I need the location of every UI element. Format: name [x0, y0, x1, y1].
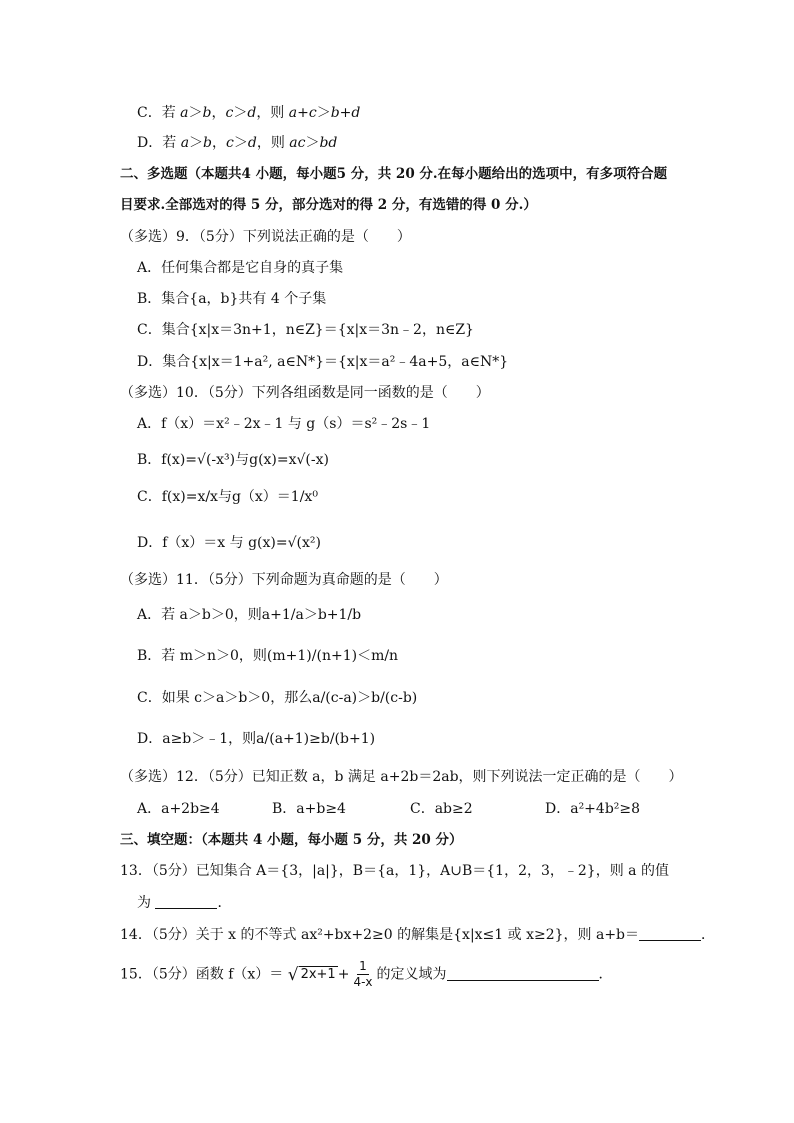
- section-2-heading: 二、多选题（本题共4 小题，每小题5 分，共 20 分.在每小题给出的选项中，有多项符合题: [120, 166, 668, 182]
- q11-option-d: D．a≥b＞﹣1，则a/(a+1)≥b/(b+1): [137, 731, 376, 747]
- section-2-heading-line2: 目要求.全部选对的得 5 分，部分选对的得 2 分，有选错的得 0 分.）: [120, 197, 537, 213]
- answer-blank[interactable]: [155, 896, 217, 909]
- q14: 14．（5分）关于 x 的不等式 ax²+bx+2≥0 的解集是{x|x≤1 或 x≥2}，则 a+b＝ ．: [120, 927, 716, 943]
- answer-blank[interactable]: [447, 968, 599, 981]
- q10-option-c: C．f(x)=x/x与g（x）＝1/x⁰: [137, 489, 318, 505]
- q11-option-c: C．如果 c＞a＞b＞0，那么a/(c-a)＞b/(c-b): [137, 690, 418, 706]
- q11-stem: （多选）11．（5分）下列命题为真命题的是（ ）: [120, 572, 448, 588]
- fraction: $\frac{1}{4-x}$: [353, 959, 373, 989]
- q9-option-d: D．集合{x|x＝1+a², a∈N*}＝{x|x＝a²﹣4a+5，a∈N*}: [137, 354, 509, 370]
- q11-option-b: B．若 m＞n＞0，则(m+1)/(n+1)＜m/n: [137, 648, 399, 664]
- q9-stem: （多选）9．（5分）下列说法正确的是（ ）: [120, 229, 411, 245]
- q10-option-d: D．f（x）＝x 与 g(x)=√(x²): [137, 535, 321, 551]
- q9-option-c: C．集合{x|x＝3n+1，n∈Z}＝{x|x＝3n﹣2，n∈Z}: [137, 322, 474, 338]
- q11-option-a: A．若 a＞b＞0，则a+1/a＞b+1/b: [137, 607, 362, 623]
- answer-blank[interactable]: [639, 928, 701, 941]
- q10-option-b: B．f(x)=√(-x³)与g(x)=x√(-x): [137, 452, 329, 468]
- q12-option-d: D．a²+4b²≥8: [545, 801, 641, 817]
- q15: 15．（5分）函数 f（x）＝ √ 2x+1 + $\frac{1}{4-x}$ 的定义域为 ．: [120, 959, 613, 989]
- q13-line1: 13．（5分）已知集合 A＝{3，|a|}，B＝{a，1}，A∪B＝{1，2，3，﹣2}，则 a 的值: [120, 863, 669, 879]
- section-3-heading: 三、填空题：（本题共 4 小题，每小题 5 分，共 20 分）: [120, 832, 463, 848]
- q9-option-b: B．集合{a，b}共有 4 个子集: [137, 291, 327, 307]
- q12-stem: （多选）12．（5分）已知正数 a，b 满足 a+2b＝2ab，则下列说法一定正确的是（ ）: [120, 769, 683, 785]
- q10-stem: （多选）10．（5分）下列各组函数是同一函数的是（ ）: [120, 385, 490, 401]
- q12-option-b: B．a+b≥4: [272, 801, 346, 817]
- q13-line2: 为 ．: [137, 895, 232, 911]
- q12-option-a: A．a+2b≥4: [137, 801, 220, 817]
- option-d-prev: D．若 a＞b，c＞d，则 ac＞bd: [137, 135, 338, 151]
- q12-option-c: C．ab≥2: [410, 801, 473, 817]
- q9-option-a: A．任何集合都是它自身的真子集: [137, 260, 344, 276]
- option-c-prev: C．若 a＞b，c＞d，则 a+c＞b+d: [137, 105, 361, 121]
- q10-option-a: A．f（x）＝x²﹣2x﹣1 与 g（s）＝s²﹣2s﹣1: [137, 416, 431, 432]
- sqrt-expression: √ 2x+1: [287, 964, 336, 985]
